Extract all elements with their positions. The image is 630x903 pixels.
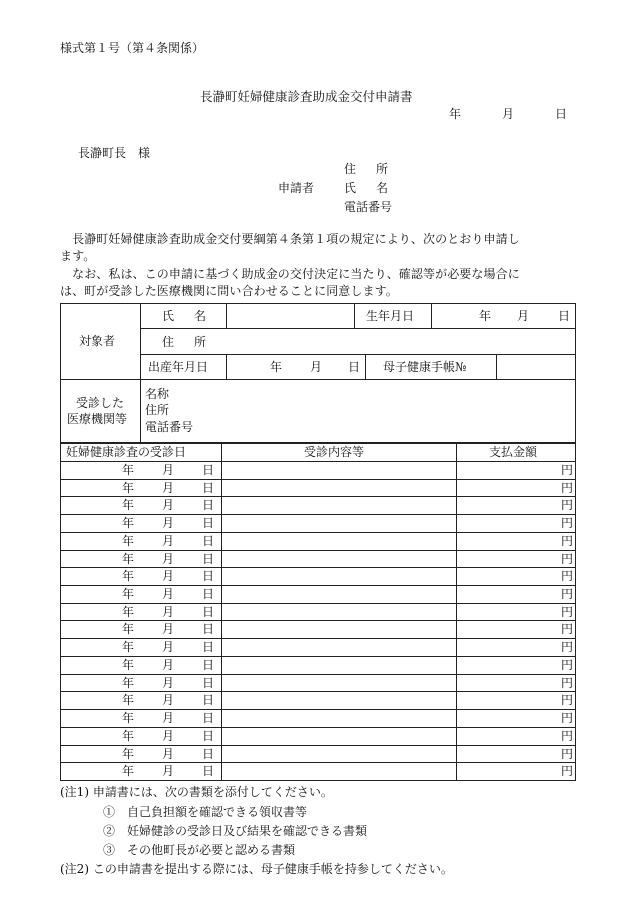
applicant-phone-label: 電話番号 [344, 200, 393, 214]
visit-yen: 円 [561, 640, 574, 654]
visit-month: 月 [162, 711, 175, 725]
note-1-item-2: ② 妊婦健診の受診日及び結果を確認できる書類 [103, 824, 368, 838]
visit-month: 月 [162, 587, 175, 601]
visit-day: 日 [202, 587, 215, 601]
visit-yen: 円 [561, 676, 574, 690]
date-day: 日 [555, 107, 568, 121]
subject-delivery-year: 年 [270, 360, 283, 374]
subject-birth-month: 月 [517, 309, 530, 323]
visit-year: 年 [122, 693, 135, 707]
visit-month: 月 [162, 658, 175, 672]
subject-address-label: 住 所 [162, 335, 211, 349]
subject-birth-day: 日 [558, 309, 571, 323]
visit-day: 日 [202, 764, 215, 778]
clinic-phone-label: 電話番号 [145, 420, 194, 434]
visit-yen: 円 [561, 605, 574, 619]
visit-day: 日 [202, 622, 215, 636]
visit-month: 月 [162, 481, 175, 495]
applicant-address-label: 住 所 [344, 162, 393, 176]
paragraph-line-3: なお、私は、この申請に基づく助成金の交付決定に当たり、確認等が必要な場合に [60, 267, 520, 281]
visits-header-amount: 支払金額 [489, 445, 538, 459]
visit-yen: 円 [561, 534, 574, 548]
note-1: (注1) 申請書には、次の書類を添付してください。 [60, 785, 333, 799]
paragraph-line-1: 長瀞町妊婦健康診査助成金交付要綱第４条第１項の規定により、次のとおり申請し [60, 232, 520, 246]
visit-day: 日 [202, 481, 215, 495]
applicant-label: 申請者 [278, 181, 315, 195]
subject-label: 対象者 [79, 334, 116, 348]
visit-day: 日 [202, 640, 215, 654]
visit-day: 日 [202, 569, 215, 583]
visit-day: 日 [202, 605, 215, 619]
visit-month: 月 [162, 764, 175, 778]
note-1-item-1: ① 自己負担額を確認できる領収書等 [103, 805, 308, 819]
subject-delivery-date-label: 出産年月日 [148, 360, 209, 374]
clinic-label-line-2: 医療機関等 [67, 412, 128, 426]
visit-month: 月 [162, 516, 175, 530]
visit-yen: 円 [561, 552, 574, 566]
note-1-item-3: ③ その他町長が必要と認める書類 [103, 843, 296, 857]
paragraph-line-4: は、町が受診した医療機関に問い合わせることに同意します。 [60, 284, 398, 298]
visit-year: 年 [122, 569, 135, 583]
subject-birth-date-label: 生年月日 [366, 309, 415, 323]
visit-year: 年 [122, 498, 135, 512]
visit-year: 年 [122, 764, 135, 778]
visit-month: 月 [162, 552, 175, 566]
visit-yen: 円 [561, 764, 574, 778]
subject-name-label: 氏 名 [162, 309, 211, 323]
visit-day: 日 [202, 552, 215, 566]
visit-year: 年 [122, 622, 135, 636]
visit-year: 年 [122, 463, 135, 477]
form-title: 長瀞町妊婦健康診査助成金交付申請書 [200, 89, 413, 104]
visit-day: 日 [202, 658, 215, 672]
visit-yen: 円 [561, 693, 574, 707]
visit-year: 年 [122, 605, 135, 619]
note-2: (注2) この申請書を提出する際には、母子健康手帳を持参してください。 [60, 862, 453, 876]
visit-yen: 円 [561, 569, 574, 583]
visit-day: 日 [202, 711, 215, 725]
visit-yen: 円 [561, 711, 574, 725]
visit-yen: 円 [561, 729, 574, 743]
visit-day: 日 [202, 498, 215, 512]
subject-delivery-month: 月 [310, 360, 323, 374]
visit-month: 月 [162, 622, 175, 636]
visit-year: 年 [122, 747, 135, 761]
visit-month: 月 [162, 747, 175, 761]
clinic-name-label: 名称 [145, 387, 170, 401]
applicant-name-label: 氏 名 [344, 181, 393, 195]
visit-yen: 円 [561, 622, 574, 636]
date-month: 月 [502, 107, 515, 121]
visit-day: 日 [202, 534, 215, 548]
visit-day: 日 [202, 516, 215, 530]
visit-year: 年 [122, 729, 135, 743]
visit-month: 月 [162, 605, 175, 619]
clinic-label-line-1: 受診した [76, 396, 125, 410]
visit-yen: 円 [561, 463, 574, 477]
visit-day: 日 [202, 747, 215, 761]
visit-day: 日 [202, 729, 215, 743]
visit-yen: 円 [561, 481, 574, 495]
visit-month: 月 [162, 676, 175, 690]
visit-day: 日 [202, 676, 215, 690]
visit-day: 日 [202, 463, 215, 477]
subject-birth-year: 年 [479, 309, 492, 323]
visit-yen: 円 [561, 516, 574, 530]
visit-month: 月 [162, 640, 175, 654]
visit-year: 年 [122, 516, 135, 530]
visit-year: 年 [122, 481, 135, 495]
visit-month: 月 [162, 729, 175, 743]
visit-month: 月 [162, 569, 175, 583]
visit-year: 年 [122, 658, 135, 672]
date-year: 年 [449, 107, 462, 121]
subject-handbook-no-label: 母子健康手帳№ [383, 360, 467, 374]
visits-header-content: 受診内容等 [304, 445, 365, 459]
visit-year: 年 [122, 587, 135, 601]
visits-header-date: 妊婦健康診査の受診日 [66, 445, 187, 459]
subject-delivery-day: 日 [348, 360, 361, 374]
form-number: 様式第１号（第４条関係） [60, 41, 205, 55]
visit-month: 月 [162, 693, 175, 707]
visit-year: 年 [122, 534, 135, 548]
visit-yen: 円 [561, 658, 574, 672]
paragraph-line-2: ます。 [60, 249, 96, 263]
visit-year: 年 [122, 552, 135, 566]
visit-yen: 円 [561, 747, 574, 761]
visit-day: 日 [202, 693, 215, 707]
visit-month: 月 [162, 463, 175, 477]
visit-year: 年 [122, 640, 135, 654]
visit-month: 月 [162, 534, 175, 548]
visit-month: 月 [162, 498, 175, 512]
addressee: 長瀞町長 様 [78, 146, 151, 160]
visit-yen: 円 [561, 498, 574, 512]
visit-year: 年 [122, 711, 135, 725]
visit-yen: 円 [561, 587, 574, 601]
visit-year: 年 [122, 676, 135, 690]
clinic-address-label: 住所 [145, 403, 170, 417]
